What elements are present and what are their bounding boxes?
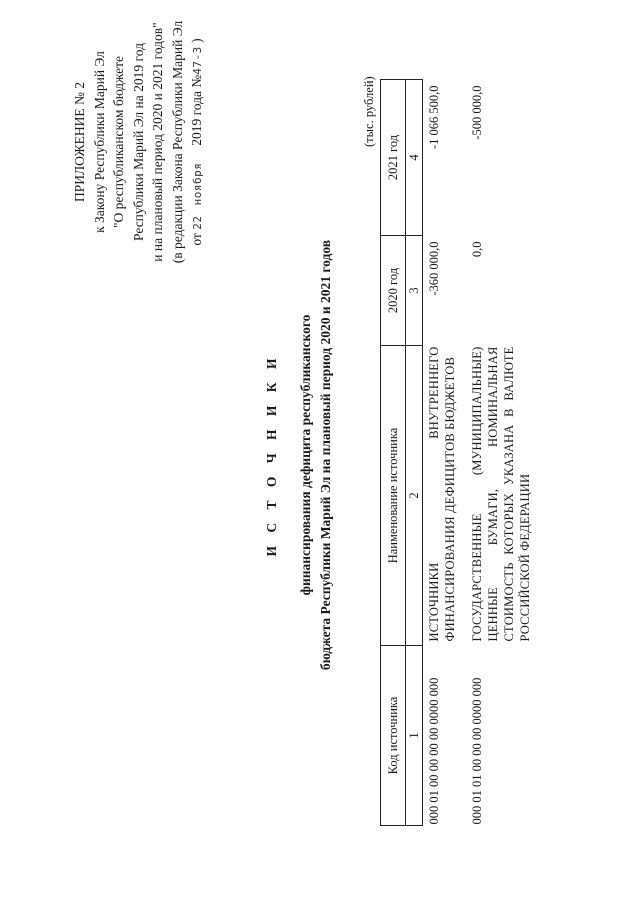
date-prefix: от <box>189 233 204 246</box>
table-row <box>423 80 467 826</box>
header-2021: 2021 год <box>381 80 406 236</box>
appendix-line: (в редакции Закона Республики Марий Эл <box>169 20 185 264</box>
appendix-line: Республики Марий Эл на 2019 год <box>130 43 146 241</box>
title-line-3: бюджета Республики Марий Эл на плановый период 2020 и 2021 годов <box>318 239 333 671</box>
source-name <box>466 346 541 646</box>
main-title: И С Т О Ч Н И К И <box>264 353 279 557</box>
column-number: 1 <box>406 646 423 826</box>
date-suffix: ) <box>189 38 204 43</box>
column-number: 3 <box>406 236 423 346</box>
source-name-text: ГОСУДАРСТВЕННЫЕ (МУНИЦИПАЛЬНЫЕ) ЦЕННЫЕ БУМАГИ, НОМИНАЛЬНАЯ СТОИМОСТЬ КОТОРЫХ УКАЗАНА В ВАЛЮТЕ РОССИЙСКОЙ ФЕДЕРАЦИИ <box>470 346 532 642</box>
sources-table <box>380 79 541 826</box>
value-2020: -360 000,0 <box>427 241 441 296</box>
source-name <box>423 346 467 646</box>
column-number: 2 <box>406 346 423 646</box>
date-day: 22 <box>191 215 204 230</box>
document-title <box>262 155 336 755</box>
appendix-header <box>70 17 208 267</box>
source-code: 000 01 00 00 00 00 0000 000 <box>427 677 441 825</box>
source-name-text: ИСТОЧНИКИ ВНУТРЕННЕГО ФИНАНСИРОВАНИЯ ДЕФИЦИТОВ БЮДЖЕТОВ <box>427 346 457 642</box>
source-code: 000 01 01 00 00 00 0000 000 <box>470 677 484 825</box>
appendix-date-line <box>187 17 208 267</box>
appendix-line: и на плановый период 2020 и 2021 годов" <box>150 22 165 262</box>
value-2020: 0,0 <box>470 241 484 258</box>
table-row <box>466 80 541 826</box>
table-header-row <box>381 80 406 826</box>
appendix-line: ПРИЛОЖЕНИЕ № 2 <box>72 81 87 203</box>
header-name: Наименование источника <box>381 346 406 646</box>
appendix-line: к Закону Республики Марий Эл <box>91 51 107 233</box>
date-year-label: 2019 года № <box>189 74 204 146</box>
column-number: 4 <box>406 80 423 236</box>
units-label: (тыс. рублей) <box>362 76 376 147</box>
appendix-line: "О республиканском бюджете <box>111 56 126 229</box>
header-2020: 2020 год <box>381 236 406 346</box>
law-number: 47-З <box>191 46 204 75</box>
header-code: Код источника <box>381 646 406 826</box>
value-2021: -1 066 500,0 <box>427 85 441 150</box>
title-line-2: финансирования дефицита республиканского <box>298 314 313 596</box>
sources-table-frame <box>380 80 541 826</box>
column-number-row <box>406 80 423 826</box>
date-month: ноября <box>191 162 204 206</box>
value-2021: -500 000,0 <box>470 85 484 140</box>
